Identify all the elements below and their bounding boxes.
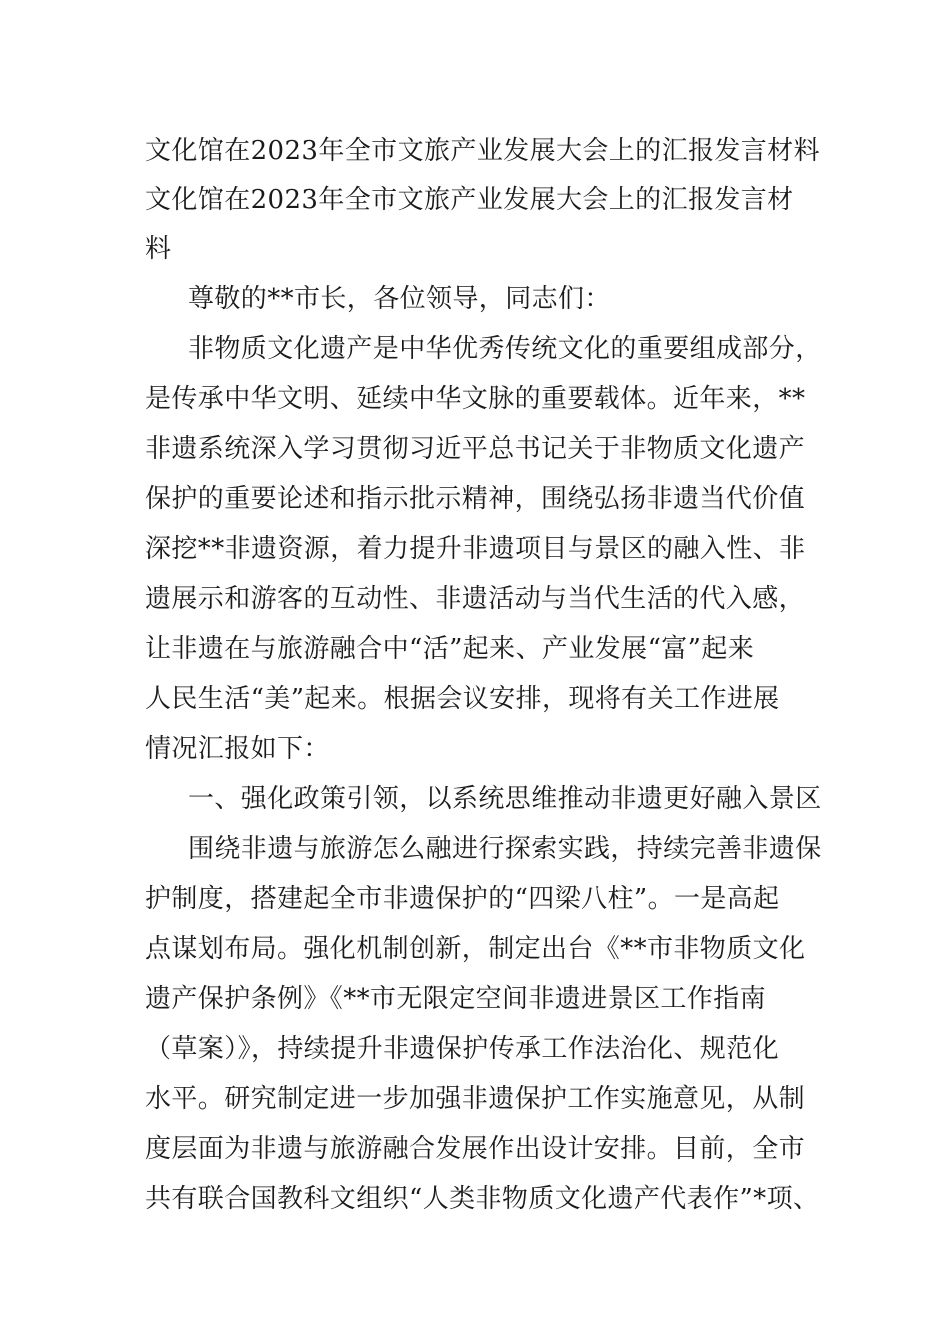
paragraph-line: 遗展示和游客的互动性、非遗活动与当代生活的代入感， [145, 584, 806, 614]
paragraph-line: 水平。研究制定进一步加强非遗保护工作实施意见，从制 [145, 1084, 806, 1114]
paragraph-line: 人民生活“美”起来。根据会议安排，现将有关工作进展 [145, 684, 780, 714]
paragraph-line: 共有联合国教科文组织“人类非物质文化遗产代表作”*项、 [145, 1184, 820, 1214]
paragraph-line: 度层面为非遗与旅游融合发展作出设计安排。目前，全市 [145, 1134, 806, 1164]
paragraph-line: 保护的重要论述和指示批示精神，围绕弘扬非遗当代价值 [145, 484, 806, 514]
paragraph-line: 是传承中华文明、延续中华文脉的重要载体。近年来，** [145, 384, 806, 414]
document-subtitle-line: 料 [145, 234, 172, 264]
paragraph-line: 深挖**非遗资源，着力提升非遗项目与景区的融入性、非 [145, 534, 806, 564]
section-heading: 一、强化政策引领，以系统思维推动非遗更好融入景区 [188, 784, 822, 814]
paragraph-line: 让非遗在与旅游融合中“活”起来、产业发展“富”起来 [145, 634, 755, 664]
paragraph-line: （草案）》，持续提升非遗保护传承工作法治化、规范化 [145, 1034, 780, 1064]
paragraph-line: 遗产保护条例》《**市无限定空间非遗进景区工作指南 [145, 984, 767, 1014]
paragraph-line: 情况汇报如下： [145, 734, 330, 764]
salutation: 尊敬的**市长，各位领导，同志们： [188, 284, 611, 314]
paragraph-line: 点谋划布局。强化机制创新，制定出台《**市非物质文化 [145, 934, 806, 964]
paragraph-line: 护制度，搭建起全市非遗保护的“四梁八柱”。一是高起 [145, 884, 780, 914]
paragraph-line: 围绕非遗与旅游怎么融进行探索实践，持续完善非遗保 [188, 834, 822, 864]
document-subtitle-line: 文化馆在2023年全市文旅产业发展大会上的汇报发言材 [145, 185, 794, 215]
paragraph-line: 非遗系统深入学习贯彻习近平总书记关于非物质文化遗产 [145, 434, 806, 464]
paragraph-line: 非物质文化遗产是中华优秀传统文化的重要组成部分， [188, 334, 822, 364]
document-title: 文化馆在2023年全市文旅产业发展大会上的汇报发言材料 [145, 136, 820, 166]
